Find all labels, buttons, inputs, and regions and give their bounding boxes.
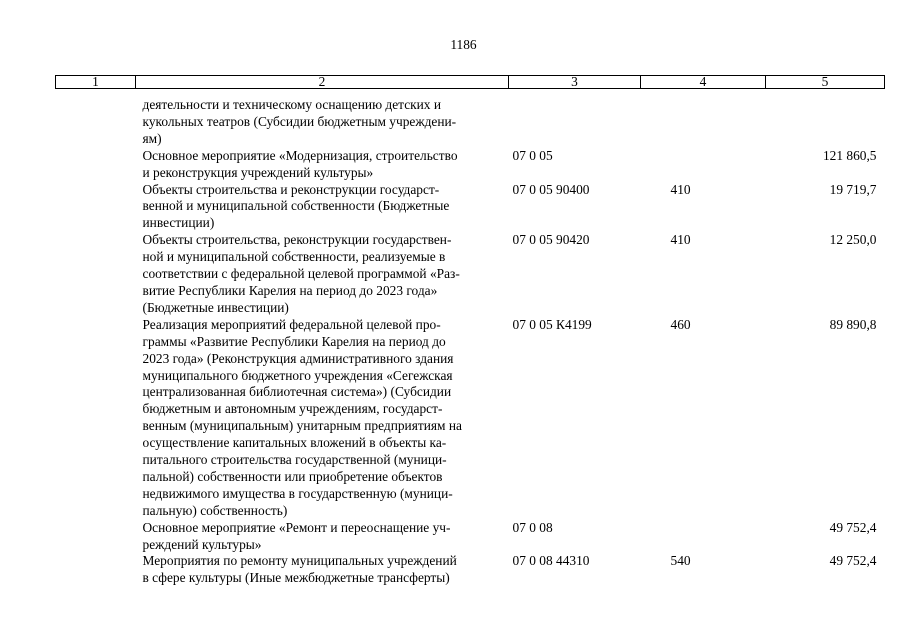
row-code: 07 0 05 — [512, 147, 553, 163]
empty-cell — [56, 148, 136, 182]
header-col-2: 2 — [136, 76, 509, 89]
row-sum — [766, 89, 885, 148]
row-group: 410 — [670, 232, 691, 248]
row-name: Основное мероприятие «Ремонт и переоснащение уч- реждений культуры» — [142, 519, 451, 552]
empty-cell — [56, 553, 136, 587]
table-row — [56, 148, 885, 182]
header-col-4: 4 — [641, 76, 766, 89]
row-name: Мероприятия по ремонту муниципальных учреждений в сфере культуры (Иные межбюджетные трансферты) — [142, 553, 457, 586]
row-group — [641, 520, 766, 554]
row-sum: 89 890,8 — [829, 316, 877, 332]
table-row — [56, 232, 885, 317]
row-name: Объекты строительства и реконструкции государст- венной и муниципальной собственности (Бюджетные инвестиции) — [142, 181, 450, 231]
empty-cell — [56, 520, 136, 554]
row-code: 07 0 08 44310 — [512, 553, 590, 569]
budget-table — [55, 75, 885, 587]
row-sum: 49 752,4 — [829, 519, 877, 535]
row-group: 460 — [670, 316, 691, 332]
table-row — [56, 520, 885, 554]
table-row — [56, 89, 885, 148]
row-group — [641, 89, 766, 148]
row-group: 410 — [670, 181, 691, 197]
row-sum: 19 719,7 — [829, 181, 877, 197]
row-code: 07 0 05 90420 — [512, 232, 590, 248]
row-code: 07 0 05 90400 — [512, 181, 590, 197]
row-sum: 12 250,0 — [829, 232, 877, 248]
table-row — [56, 317, 885, 520]
row-code: 07 0 05 К4199 — [512, 316, 592, 332]
empty-cell — [56, 232, 136, 317]
row-code: 07 0 08 — [512, 519, 553, 535]
row-group — [641, 148, 766, 182]
empty-cell — [56, 317, 136, 520]
row-name: Основное мероприятие «Модернизация, строительство и реконструкция учреждений культуры» — [142, 147, 458, 180]
row-group: 540 — [670, 553, 691, 569]
row-name: деятельности и техническому оснащению детских и кукольных театров (Субсидии бюджетным учреждени- ям) — [142, 97, 457, 146]
table-row — [56, 182, 885, 233]
row-code — [509, 89, 641, 148]
page-number: 1186 — [450, 37, 477, 52]
header-col-1: 1 — [56, 76, 136, 89]
column-number-header — [56, 76, 885, 89]
row-sum: 49 752,4 — [829, 553, 877, 569]
row-name: Реализация мероприятий федеральной целевой про- граммы «Развитие Республики Карелия на период до 2023 года» (Реконструкция административного здания муниципального бюджетного учреждения «Сегежская централизованная библиотечная система») (Субсидии бюджетным и автономным учреждениям, государст- венным (муниципальным) унитарным предприятиям на осуществление капитальных вложений в объекты ка- питального строительства государственной (муници- пальной) собственности или приобретение объектов недвижимого имущества в государственную (муници- пальную) собственность) — [142, 316, 462, 518]
table-row — [56, 553, 885, 587]
empty-cell — [56, 182, 136, 233]
empty-cell — [56, 89, 136, 148]
header-col-5: 5 — [766, 76, 885, 89]
row-name: Объекты строительства, реконструкции государствен- ной и муниципальной собственности, реализуемые в соответствии с федеральной целевой программой «Раз- витие Республики Карелия на период до 2023 года» (Бюджетные инвестиции) — [142, 232, 460, 315]
header-col-3: 3 — [509, 76, 641, 89]
row-sum: 121 860,5 — [822, 147, 877, 163]
